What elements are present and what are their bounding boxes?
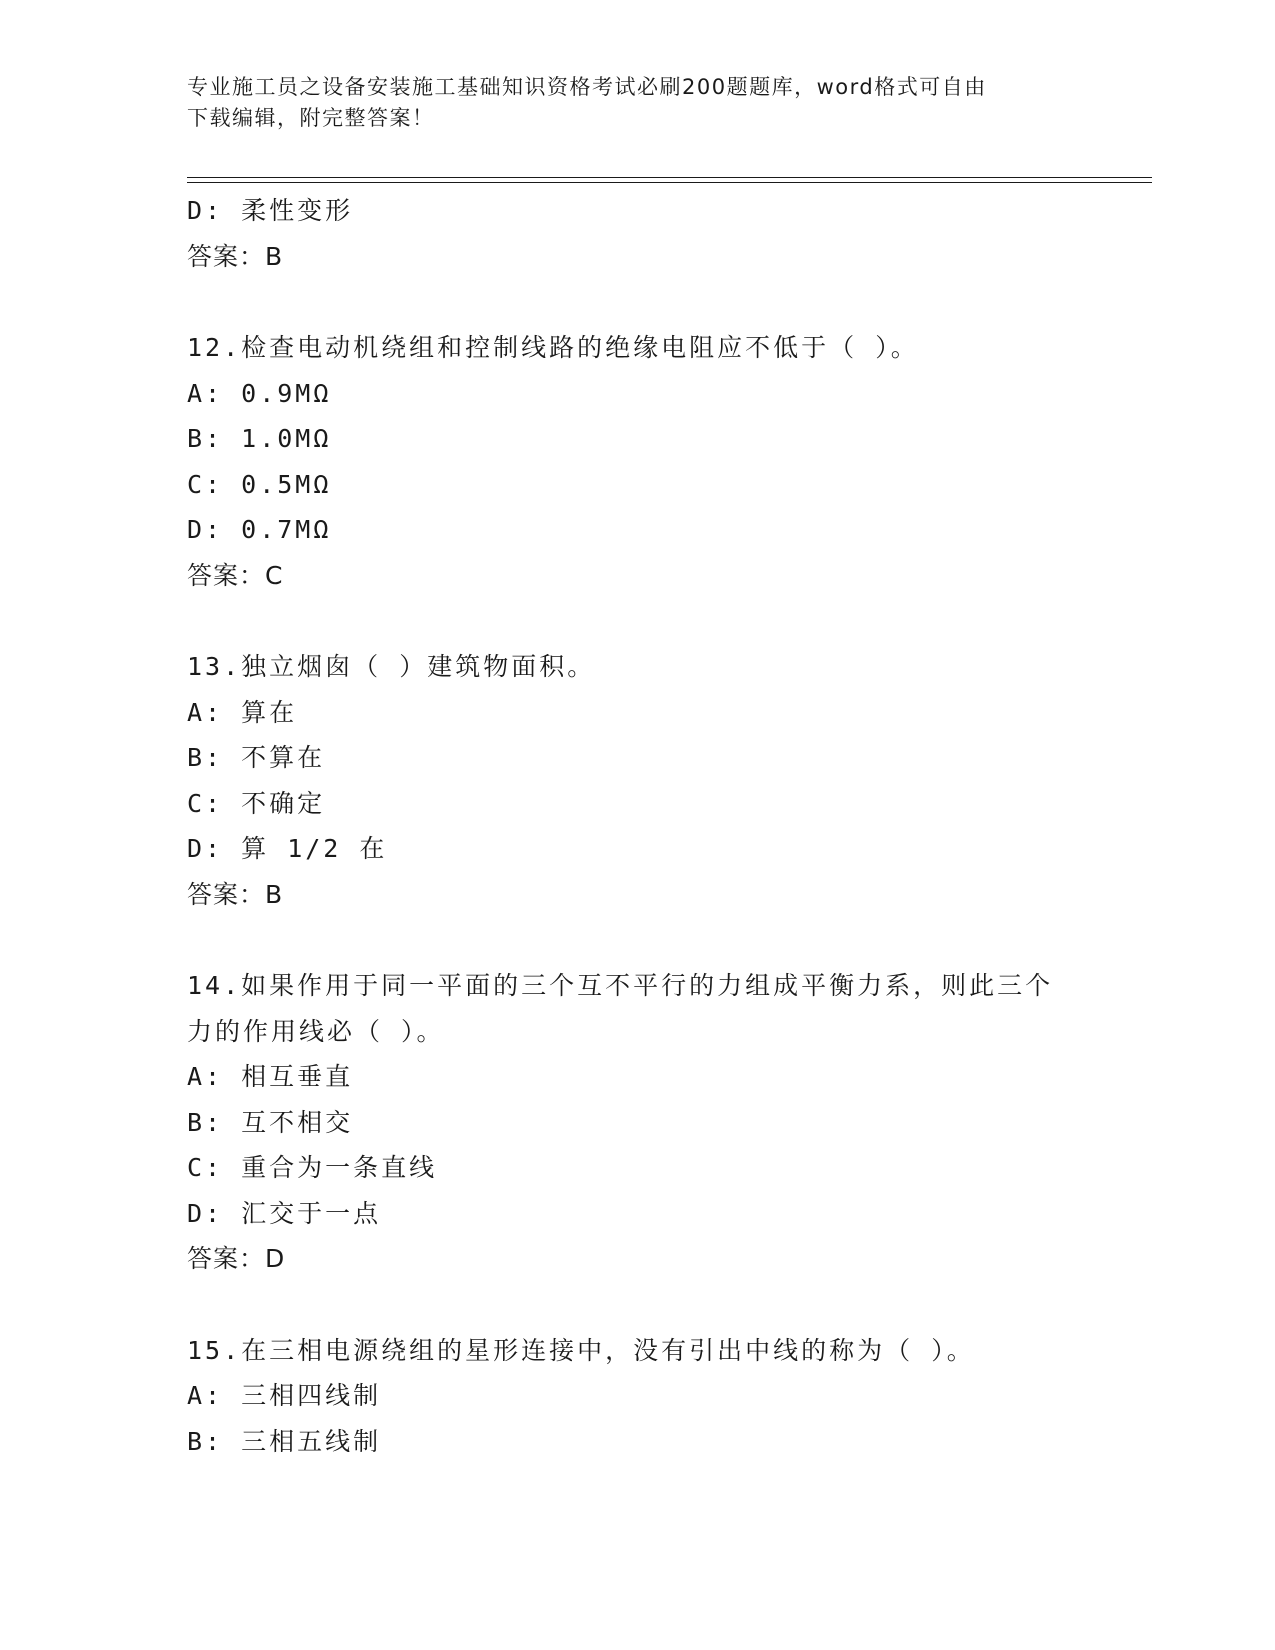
header-line-2: 下载编辑，附完整答案！ <box>187 106 435 130</box>
question-13 <box>187 644 1107 917</box>
question-stem: 15.在三相电源绕组的星形连接中，没有引出中线的称为（ ）。 <box>187 1335 975 1365</box>
question-stem: 13.独立烟囱（ ）建筑物面积。 <box>187 652 596 681</box>
document-header <box>187 72 1067 134</box>
option-a: A: 算在 <box>187 697 298 727</box>
answer-line: 答案：B <box>187 241 284 271</box>
option-c: C: 不确定 <box>187 788 326 818</box>
question-stem-line-1: 14.如果作用于同一平面的三个互不平行的力组成平衡力系，则此三个 <box>187 971 1054 1000</box>
option-b: B: 三相五线制 <box>187 1426 382 1456</box>
option-d: D: 0.7MΩ <box>187 515 332 544</box>
option-a: A: 相互垂直 <box>187 1062 354 1091</box>
option-d: D: 算 1/2 在 <box>187 834 388 863</box>
answer-line: 答案：C <box>187 560 284 590</box>
question-stem-line-2: 力的作用线必（ ）。 <box>187 1016 445 1046</box>
header-divider-bottom <box>187 182 1152 183</box>
option-a: A: 三相四线制 <box>187 1381 382 1410</box>
option-c: C: 重合为一条直线 <box>187 1153 438 1182</box>
answer-line: 答案：B <box>187 879 284 909</box>
answer-line: 答案：D <box>187 1244 286 1273</box>
question-12 <box>187 325 1107 598</box>
option-d: D: 柔性变形 <box>187 196 354 225</box>
question-15 <box>187 1328 1107 1465</box>
question-list <box>187 188 1107 1464</box>
question-fragment <box>187 188 1107 279</box>
option-b: B: 互不相交 <box>187 1107 354 1137</box>
option-b: B: 1.0MΩ <box>187 424 332 453</box>
option-b: B: 不算在 <box>187 743 326 772</box>
question-14 <box>187 963 1107 1282</box>
question-stem: 12.检查电动机绕组和控制线路的绝缘电阻应不低于（ ）。 <box>187 333 919 362</box>
header-divider-top <box>187 177 1152 178</box>
header-line-1: 专业施工员之设备安装施工基础知识资格考试必刷200题题库，word格式可自由 <box>187 75 987 99</box>
option-a: A: 0.9MΩ <box>187 378 332 408</box>
option-c: C: 0.5MΩ <box>187 469 332 499</box>
option-d: D: 汇交于一点 <box>187 1198 382 1228</box>
